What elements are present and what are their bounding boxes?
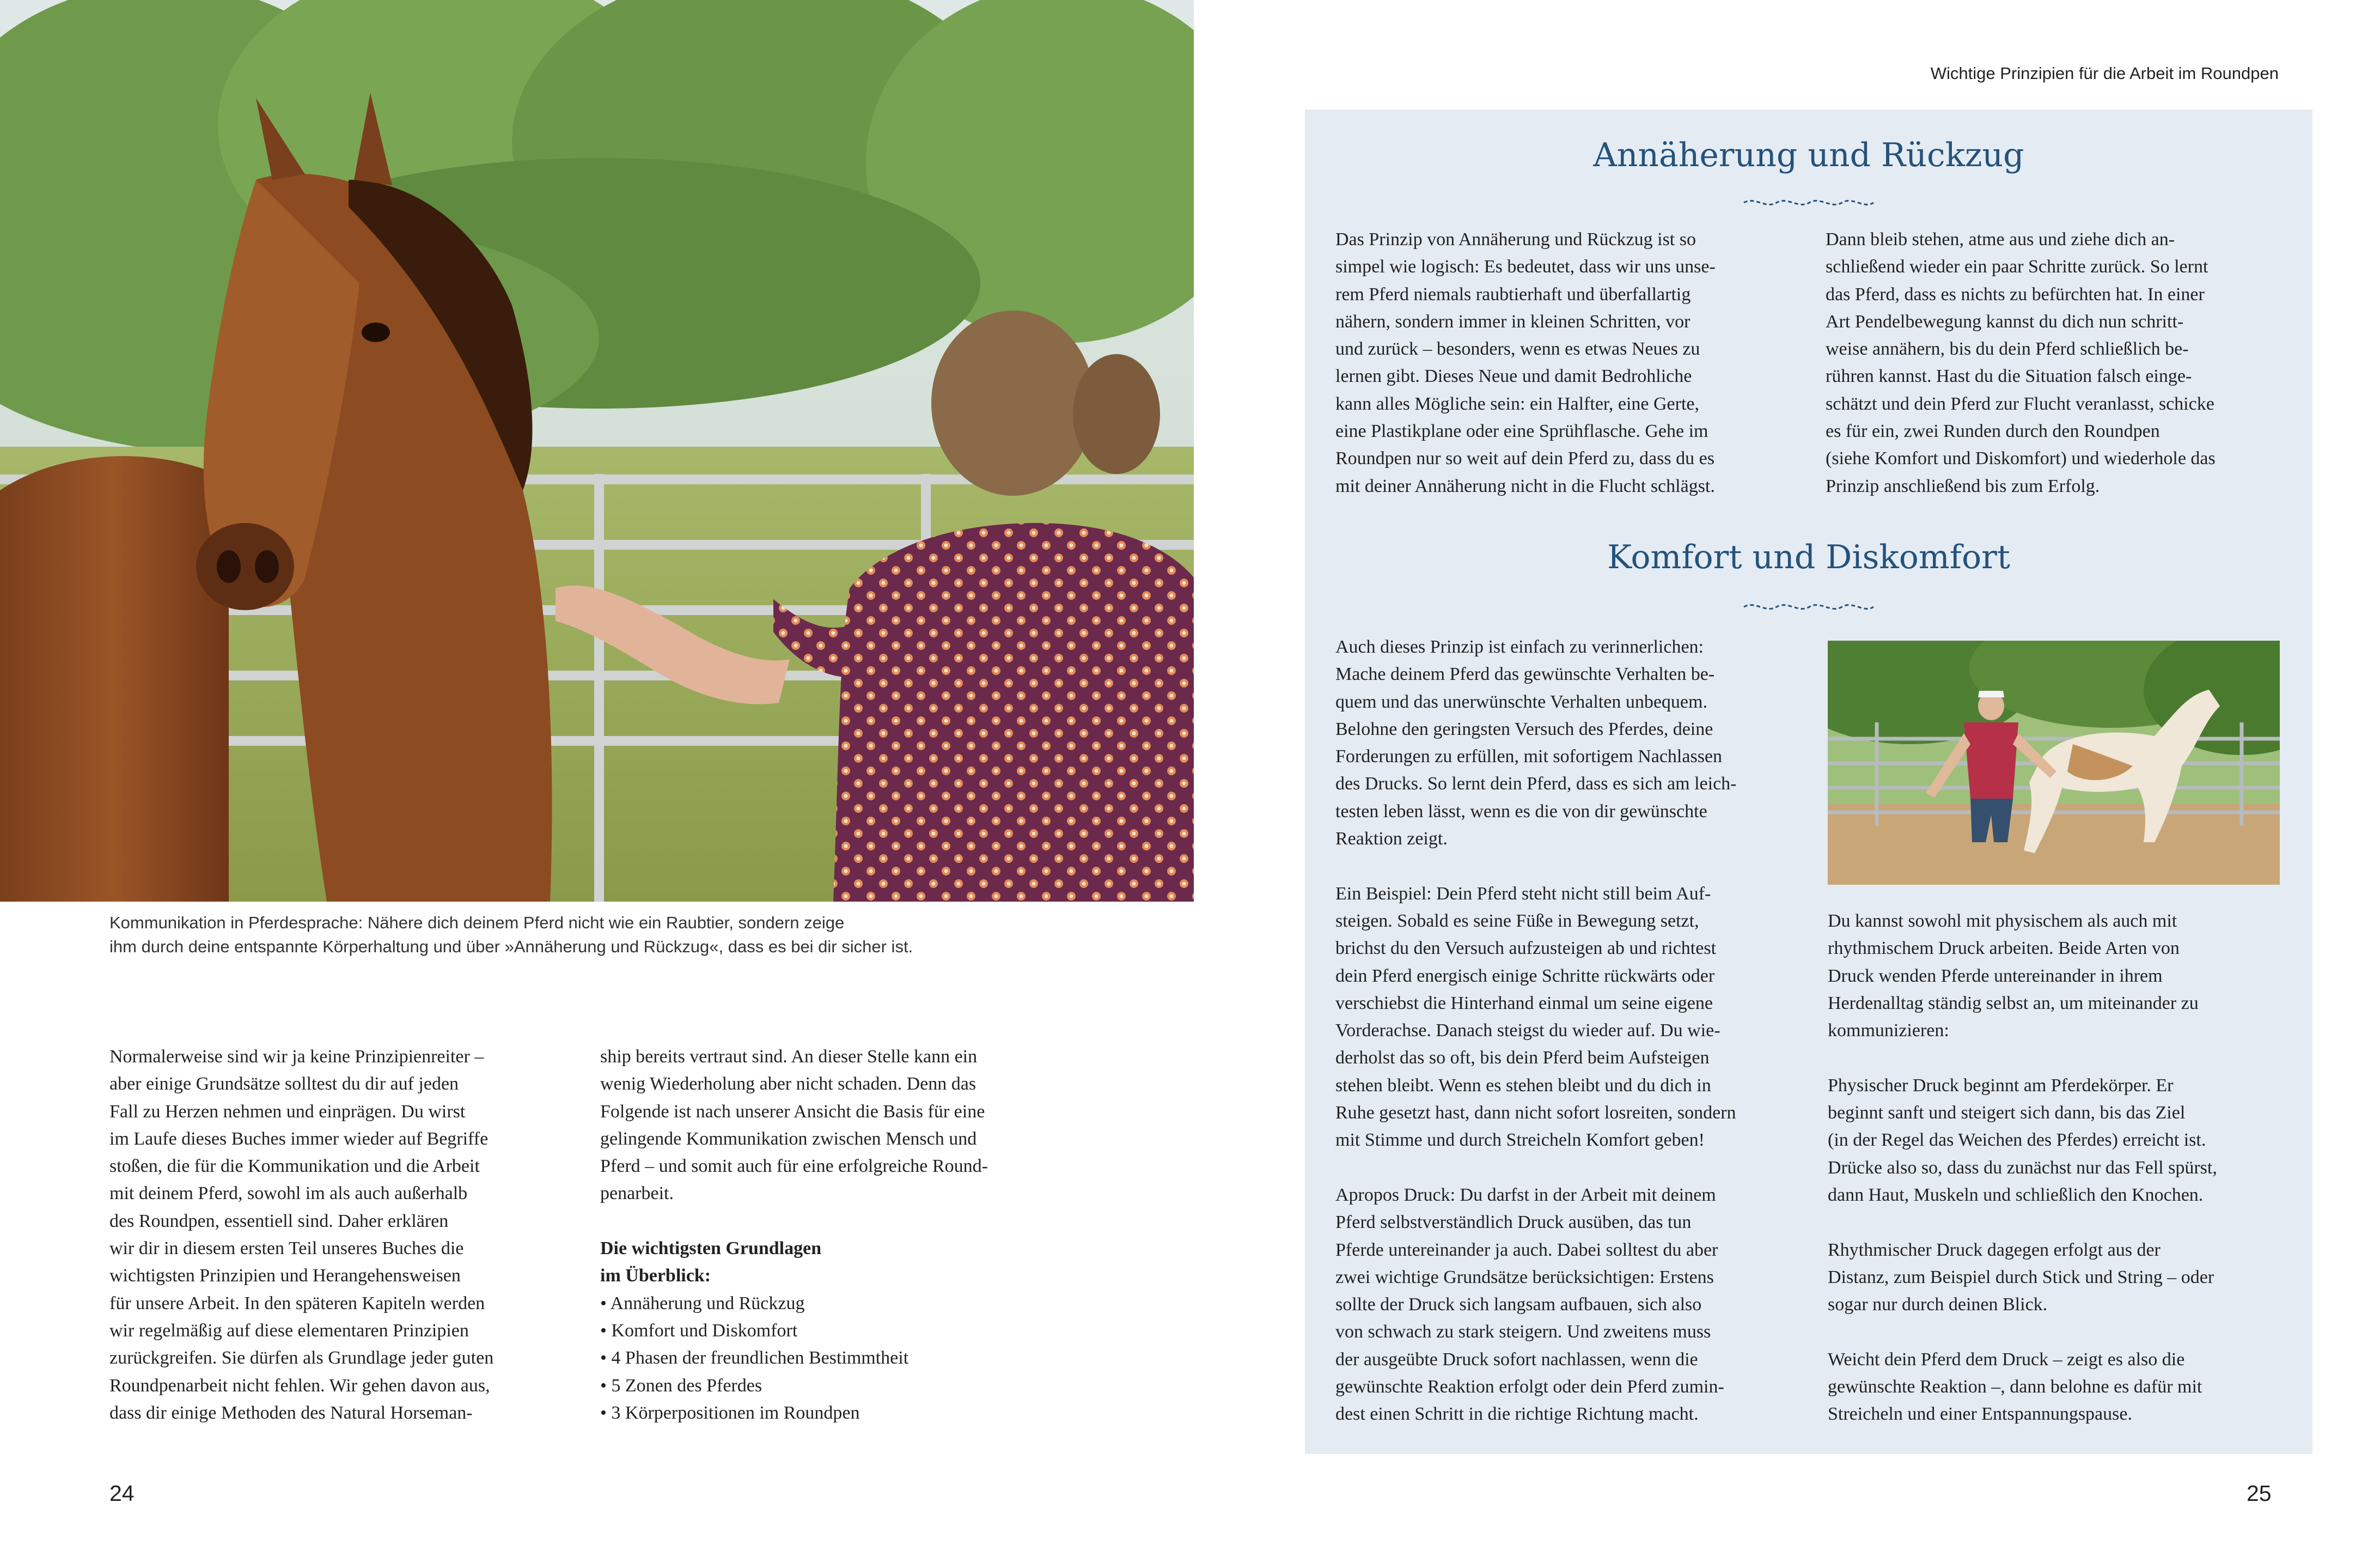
- photo-caption: [109, 911, 1035, 959]
- text-line: schließend wieder ein paar Schritte zurück. So lernt: [1826, 257, 2208, 277]
- horse-woman-photo: [0, 0, 1194, 902]
- text-line: mit Stimme und durch Streicheln Komfort geben!: [1335, 1130, 1705, 1151]
- text-line: für unsere Arbeit. In den späteren Kapiteln werden: [109, 1293, 485, 1313]
- section1-column-1: [1335, 226, 1804, 500]
- text-line: rühren kannst. Hast du die Situation falsch einge-: [1826, 366, 2192, 387]
- text-line: Das Prinzip von Annäherung und Rückzug ist so: [1335, 229, 1696, 250]
- text-line: Rhythmischer Druck dagegen erfolgt aus der: [1828, 1239, 2161, 1260]
- section-title-approach-retreat: Annäherung und Rückzug: [1593, 136, 2024, 174]
- text-line: zwei wichtige Grundsätze berücksichtigen: Erstens: [1335, 1267, 1714, 1287]
- text-line: Druck wenden Pferde untereinander in ihrem: [1828, 965, 2163, 986]
- text-line: Herdenalltag ständig selbst an, um miteinander zu: [1828, 993, 2199, 1013]
- text-line: Ein Beispiel: Dein Pferd steht nicht still beim Auf-: [1335, 883, 1711, 904]
- left-column-2: [600, 1043, 1063, 1427]
- text-line: kann alles Mögliche sein: ein Halfter, eine Gerte,: [1335, 393, 1699, 414]
- text-line: (siehe Komfort und Diskomfort) und wiederhole das: [1826, 448, 2216, 469]
- text-line: dein Pferd energisch einige Schritte rückwärts oder: [1335, 965, 1715, 986]
- text-line: wir dir in diesem ersten Teil unseres Buches die: [109, 1238, 464, 1259]
- text-line: Physischer Druck beginnt am Pferdekörper. Er: [1828, 1075, 2174, 1096]
- text-line: Fall zu Herzen nehmen und einprägen. Du wirst: [109, 1101, 466, 1122]
- caption-line: ihm durch deine entspannte Körperhaltung und über »Annäherung und Rückzug«, dass es bei dir sicher ist.: [109, 937, 913, 956]
- text-line: Pferd – und somit auch für eine erfolgreiche Round-: [600, 1156, 988, 1177]
- text-line: Mache deinem Pferd das gewünschte Verhalten be-: [1335, 664, 1715, 685]
- text-line: testen leben lässt, wenn es die von dir gewünschte: [1335, 801, 1707, 822]
- text-line: sollte der Druck sich langsam aufbauen, sich also: [1335, 1294, 1702, 1315]
- overview-title: Die wichtigsten Grundlagen: [600, 1238, 822, 1259]
- text-line: Dann bleib stehen, atme aus und ziehe dich an-: [1826, 229, 2175, 250]
- text-line: des Drucks. So lernt dein Pferd, dass es sich am leich-: [1335, 774, 1737, 794]
- text-line: schätzt und dein Pferd zur Flucht veranlasst, schicke: [1826, 393, 2214, 414]
- text-line: Auch dieses Prinzip ist einfach zu verinnerlichen:: [1335, 637, 1704, 657]
- text-line: nähern, sondern immer in kleinen Schritten, vor: [1335, 311, 1691, 332]
- section-title-comfort-discomfort: Komfort und Diskomfort: [1607, 538, 2010, 576]
- text-line: des Roundpen, essentiell sind. Daher erklären: [109, 1211, 449, 1231]
- text-line: gewünschte Reaktion –, dann belohne es dafür mit: [1828, 1377, 2202, 1397]
- text-line: Apropos Druck: Du darfst in der Arbeit mit deinem: [1335, 1184, 1716, 1205]
- text-line: kommunizieren:: [1828, 1020, 1949, 1041]
- text-line: weise annähern, bis du dein Pferd schließlich be-: [1826, 339, 2189, 360]
- text-line: Drücke also so, dass du zunächst nur das Fell spürst,: [1828, 1157, 2217, 1178]
- text-line: der ausgeübte Druck sofort nachlassen, wenn die: [1335, 1349, 1698, 1370]
- text-line: rhythmischem Druck arbeiten. Beide Arten von: [1828, 938, 2180, 959]
- text-line: Belohne den geringsten Versuch des Pferdes, deine: [1335, 719, 1713, 739]
- text-line: eine Plastikplane oder eine Sprühflasche. Gehe im: [1335, 421, 1708, 442]
- text-line: mit deiner Annäherung nicht in die Flucht schlägst.: [1335, 476, 1715, 496]
- text-line: Roundpenarbeit nicht fehlen. Wir gehen davon aus,: [109, 1375, 490, 1396]
- text-line: gewünschte Reaktion erfolgt oder dein Pferd zumin-: [1335, 1377, 1724, 1397]
- text-line: Vorderachse. Danach steigst du wieder auf. Du wie-: [1335, 1020, 1720, 1041]
- text-line: lernen gibt. Dieses Neue und damit Bedrohliche: [1335, 366, 1692, 387]
- text-line: derholst das so oft, bis dein Pferd beim Aufsteigen: [1335, 1048, 1710, 1068]
- text-line: stoßen, die für die Kommunikation und die Arbeit: [109, 1156, 480, 1177]
- overview-item: • 5 Zonen des Pferdes: [600, 1375, 762, 1396]
- text-line: das Pferd, dass es nichts zu befürchten hat. In einer: [1826, 284, 2205, 305]
- text-line: es für ein, zwei Runden durch den Roundpen: [1826, 421, 2160, 442]
- text-line: Ruhe gesetzt hast, dann nicht sofort losreiten, sondern: [1335, 1103, 1736, 1123]
- left-column-1: [109, 1043, 572, 1427]
- overview-item: • Annäherung und Rückzug: [600, 1293, 805, 1313]
- text-line: dass dir einige Methoden des Natural Horseman-: [109, 1402, 473, 1423]
- text-line: dest einen Schritt in die richtige Richtung macht.: [1335, 1404, 1699, 1425]
- text-line: verschiebst die Hinterhand einmal um seine eigene: [1335, 993, 1713, 1013]
- text-line: stehen bleibt. Wenn es stehen bleibt und du dich in: [1335, 1075, 1711, 1096]
- text-line: wichtigsten Prinzipien und Herangehensweisen: [109, 1266, 461, 1286]
- text-line: wir regelmäßig auf diese elementaren Prinzipien: [109, 1320, 469, 1341]
- page-number-right: 25: [2247, 1481, 2272, 1506]
- text-line: Pferd selbstverständlich Druck ausüben, das tun: [1335, 1212, 1692, 1233]
- text-line: wenig Wiederholung aber nicht schaden. Denn das: [600, 1074, 977, 1094]
- overview-item: • 4 Phasen der freundlichen Bestimmtheit: [600, 1348, 909, 1369]
- running-header: Wichtige Prinzipien für die Arbeit im Roundpen: [1930, 64, 2279, 83]
- section2-column-1: [1335, 634, 1809, 1428]
- text-line: Art Pendelbewegung kannst du dich nun schritt-: [1826, 311, 2184, 332]
- ornament-divider: [1743, 195, 1875, 210]
- text-line: Roundpen nur so weit auf dein Pferd zu, dass du es: [1335, 448, 1714, 469]
- text-line: penarbeit.: [600, 1183, 674, 1204]
- text-line: sogar nur durch deinen Blick.: [1828, 1294, 2048, 1315]
- text-line: ship bereits vertraut sind. An dieser Stelle kann ein: [600, 1047, 978, 1067]
- page-number-left: 24: [109, 1481, 135, 1506]
- text-line: von schwach zu stark steigern. Und zweitens muss: [1335, 1322, 1711, 1342]
- text-line: brichst du den Versuch aufzusteigen ab und richtest: [1335, 938, 1717, 959]
- text-line: beginnt sanft und steigert sich dann, bis das Ziel: [1828, 1103, 2186, 1123]
- text-line: aber einige Grundsätze solltest du dir auf jeden: [109, 1074, 459, 1094]
- section2-column-2: [1828, 908, 2302, 1428]
- text-line: steigen. Sobald es seine Füße in Bewegung setzt,: [1335, 910, 1699, 931]
- text-line: Pferde untereinander ja auch. Dabei solltest du aber: [1335, 1239, 1718, 1260]
- text-line: Forderungen zu erfüllen, mit sofortigem Nachlassen: [1335, 746, 1723, 767]
- text-line: Reaktion zeigt.: [1335, 829, 1448, 849]
- text-line: gelingende Kommunikation zwischen Mensch und: [600, 1128, 977, 1149]
- text-line: Folgende ist nach unserer Ansicht die Basis für eine: [600, 1101, 985, 1122]
- text-line: mit deinem Pferd, sowohl im als auch außerhalb: [109, 1183, 468, 1204]
- text-line: Prinzip anschließend bis zum Erfolg.: [1826, 476, 2100, 496]
- overview-title: im Überblick:: [600, 1266, 711, 1286]
- overview-item: • 3 Körperpositionen im Roundpen: [600, 1402, 860, 1423]
- text-line: zurückgreifen. Sie dürfen als Grundlage jeder guten: [109, 1348, 494, 1369]
- section1-column-2: [1826, 226, 2299, 500]
- roundpen-photo: [1828, 641, 2280, 885]
- text-line: rem Pferd niemals raubtierhaft und überfallartig: [1335, 284, 1691, 305]
- text-line: (in der Regel das Weichen des Pferdes) erreicht ist.: [1828, 1130, 2206, 1151]
- text-line: quem und das unerwünschte Verhalten unbequem.: [1335, 691, 1707, 712]
- caption-line: Kommunikation in Pferdesprache: Nähere dich deinem Pferd nicht wie ein Raubtier, sondern zeige: [109, 913, 845, 932]
- text-line: dann Haut, Muskeln und schließlich den Knochen.: [1828, 1184, 2204, 1205]
- text-line: Distanz, zum Beispiel durch Stick und String – oder: [1828, 1267, 2214, 1287]
- text-line: Normalerweise sind wir ja keine Prinzipienreiter –: [109, 1047, 484, 1067]
- text-line: simpel wie logisch: Es bedeutet, dass wir uns unse-: [1335, 257, 1716, 277]
- text-line: Streicheln und einer Entspannungspause.: [1828, 1404, 2132, 1425]
- text-line: und zurück – besonders, wenn es etwas Neues zu: [1335, 339, 1700, 360]
- text-line: Du kannst sowohl mit physischem als auch mit: [1828, 911, 2177, 931]
- overview-item: • Komfort und Diskomfort: [600, 1320, 798, 1341]
- text-line: im Laufe dieses Buches immer wieder auf Begriffe: [109, 1128, 489, 1149]
- text-line: Weicht dein Pferd dem Druck – zeigt es also die: [1828, 1349, 2185, 1370]
- ornament-divider: [1743, 599, 1875, 615]
